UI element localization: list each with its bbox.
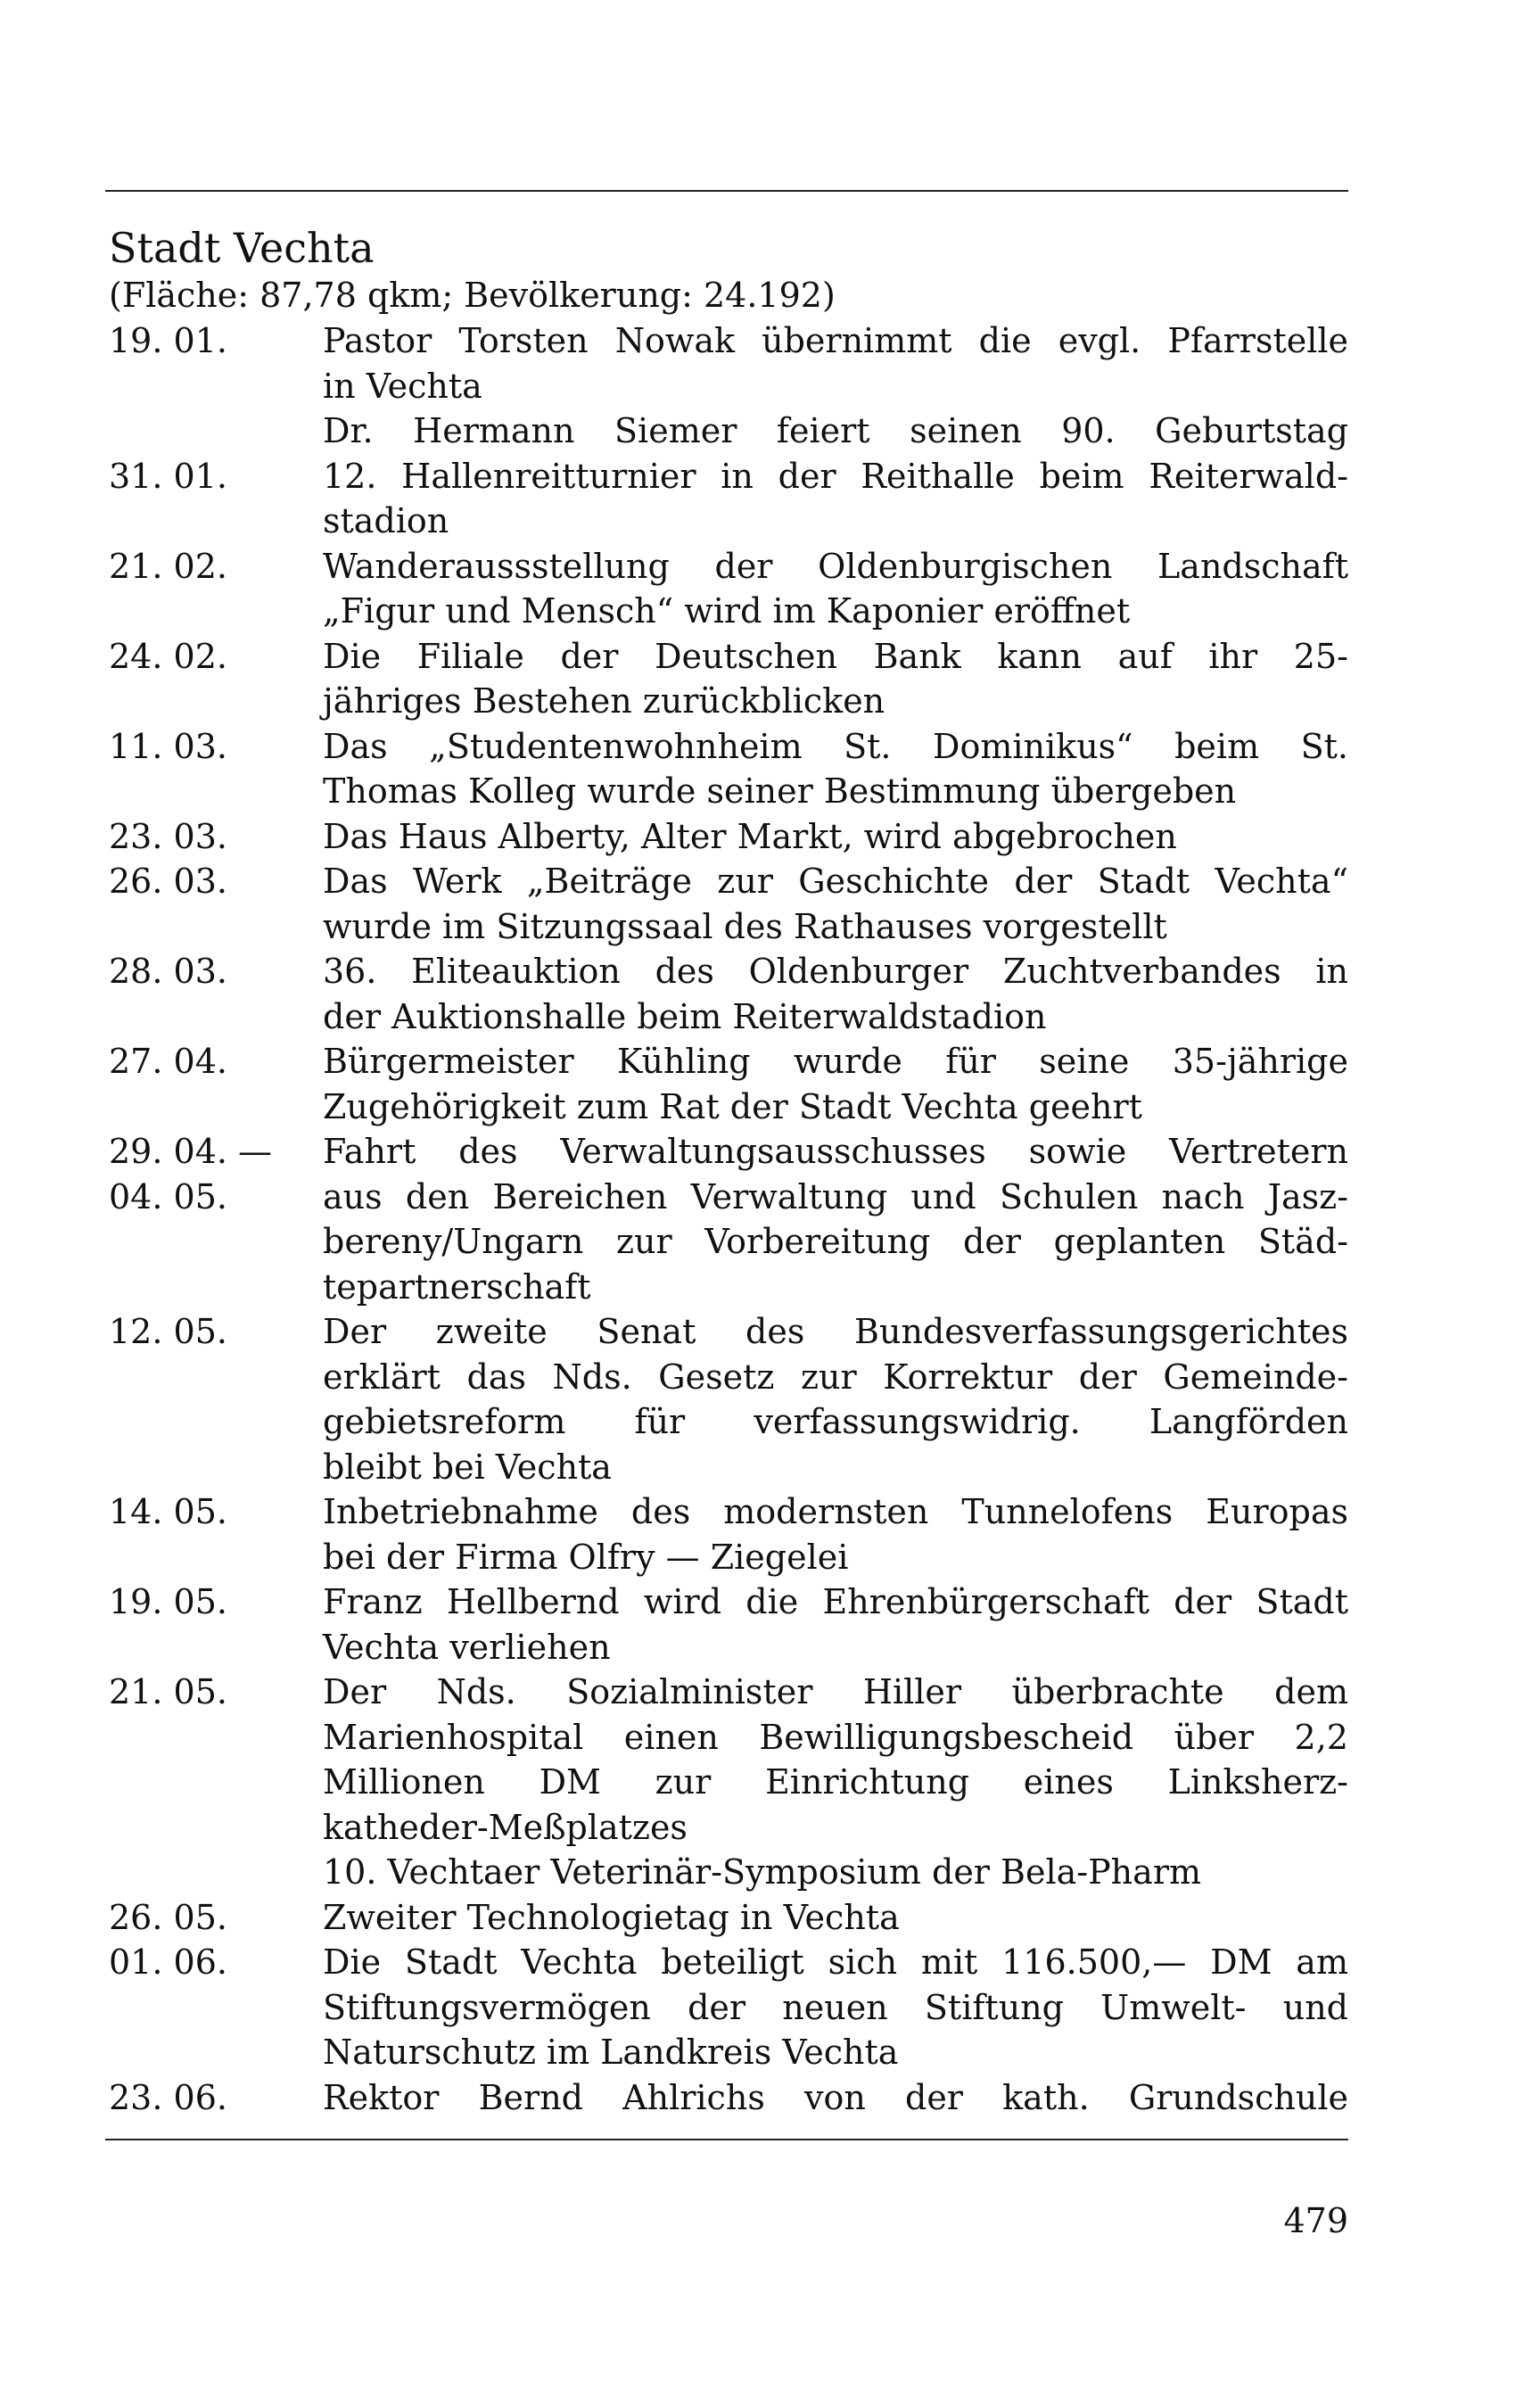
chronicle-entry bbox=[109, 814, 1348, 860]
chronicle-entry bbox=[109, 1489, 1348, 1579]
entry-text-line: Das Werk „Beiträge zur Geschichte der Stadt Vechta“ bbox=[323, 862, 1348, 901]
entry-text bbox=[323, 408, 1348, 454]
entry-date: 24. 02. bbox=[109, 636, 227, 676]
chronicle-entry bbox=[109, 1850, 1348, 1895]
chronicle-entry bbox=[109, 1579, 1348, 1670]
chronicle-entry bbox=[109, 724, 1348, 814]
entry-date: 26. 05. bbox=[109, 1897, 227, 1937]
chronicle-entry bbox=[109, 544, 1348, 634]
entry-text bbox=[323, 1129, 1348, 1175]
entry-text bbox=[323, 1489, 1348, 1579]
entry-text bbox=[323, 634, 1348, 724]
entry-text-line: Millionen DM zur Einrichtung eines Linksherz- bbox=[323, 1762, 1348, 1802]
entry-date: 23. 03. bbox=[109, 816, 227, 856]
entry-date: 19. 05. bbox=[109, 1582, 227, 1621]
entry-text-line: Dr. Hermann Siemer feiert seinen 90. Geburtstag bbox=[323, 411, 1348, 450]
entry-text-line: Vechta verliehen bbox=[323, 1627, 611, 1667]
entry-date: 12. 05. bbox=[109, 1312, 227, 1351]
entry-date: 21. 02. bbox=[109, 546, 227, 586]
entry-text bbox=[323, 1579, 1348, 1670]
entry-text-line: katheder-Meßplatzes bbox=[323, 1807, 688, 1847]
entry-date: 21. 05. bbox=[109, 1672, 227, 1711]
entry-text bbox=[323, 318, 1348, 408]
entry-date: 14. 05. bbox=[109, 1492, 227, 1531]
section-subtitle: (Fläche: 87,78 qkm; Bevölkerung: 24.192) bbox=[109, 276, 836, 315]
entry-text-line: Naturschutz im Landkreis Vechta bbox=[323, 2033, 899, 2072]
entry-text-line: Stiftungsvermögen der neuen Stiftung Umwelt- und bbox=[323, 1987, 1348, 2027]
section-title: Stadt Vechta bbox=[109, 224, 375, 272]
entry-text bbox=[323, 1670, 1348, 1850]
entry-text-line: Rektor Bernd Ahlrichs von der kath. Grundschule bbox=[323, 2077, 1348, 2117]
chronicle-entry bbox=[109, 2075, 1348, 2121]
chronicle-entry bbox=[109, 454, 1348, 544]
entry-text-line: Bürgermeister Kühling wurde für seine 35-jährige bbox=[323, 1042, 1348, 1081]
entry-text-line: „Figur und Mensch“ wird im Kaponier eröffnet bbox=[323, 591, 1131, 631]
chronicle-entry bbox=[109, 1670, 1348, 1850]
entry-text bbox=[323, 1940, 1348, 2075]
entry-text-line: Marienhospital einen Bewilligungsbescheid über 2,2 bbox=[323, 1717, 1348, 1757]
entry-text-line: Thomas Kolleg wurde seiner Bestimmung übergeben bbox=[323, 771, 1237, 811]
entry-text-line: Die Filiale der Deutschen Bank kann auf ihr 25- bbox=[323, 636, 1348, 676]
entry-date: 23. 06. bbox=[109, 2077, 227, 2117]
entry-text-line: jähriges Bestehen zurückblicken bbox=[323, 681, 885, 721]
chronicle-entry bbox=[109, 634, 1348, 724]
entry-text-line: bleibt bei Vechta bbox=[323, 1447, 612, 1487]
entry-date: 27. 04. bbox=[109, 1042, 227, 1081]
entry-text-line: der Auktionshalle beim Reiterwaldstadion bbox=[323, 996, 1047, 1036]
entry-text-line: Pastor Torsten Nowak übernimmt die evgl. Pfarrstelle bbox=[323, 321, 1348, 360]
entry-text bbox=[323, 1039, 1348, 1129]
chronicle-list bbox=[109, 318, 1348, 2120]
entry-date: 04. 05. bbox=[109, 1176, 227, 1216]
chronicle-entry bbox=[109, 1309, 1348, 1489]
entry-text bbox=[323, 454, 1348, 544]
chronicle-entry bbox=[109, 1039, 1348, 1129]
entry-text bbox=[323, 859, 1348, 949]
entry-date: 11. 03. bbox=[109, 726, 227, 766]
entry-text-line: 10. Vechtaer Veterinär-Symposium der Bela-Pharm bbox=[323, 1852, 1202, 1892]
entry-text bbox=[323, 1850, 1348, 1895]
entry-text bbox=[323, 1175, 1348, 1310]
entry-text-line: Inbetriebnahme des modernsten Tunnelofens Europas bbox=[323, 1492, 1348, 1531]
chronicle-entry bbox=[109, 1129, 1348, 1175]
page-number: 479 bbox=[1283, 2201, 1348, 2240]
entry-text-line: bereny/Ungarn zur Vorbereitung der geplanten Städ- bbox=[323, 1222, 1348, 1261]
entry-text-line: stadion bbox=[323, 501, 449, 540]
chronicle-entry bbox=[109, 859, 1348, 949]
entry-date: 31. 01. bbox=[109, 456, 227, 496]
entry-date: 19. 01. bbox=[109, 321, 227, 360]
entry-text-line: Wanderaussstellung der Oldenburgischen Landschaft bbox=[323, 546, 1348, 586]
chronicle-entry bbox=[109, 318, 1348, 408]
entry-text bbox=[323, 1895, 1348, 1941]
entry-date: 01. 06. bbox=[109, 1942, 227, 1982]
entry-text-line: Zweiter Technologietag in Vechta bbox=[323, 1897, 900, 1937]
entry-text bbox=[323, 544, 1348, 634]
entry-text bbox=[323, 1309, 1348, 1489]
chronicle-entry bbox=[109, 408, 1348, 454]
entry-text-line: Die Stadt Vechta beteiligt sich mit 116.500,— DM am bbox=[323, 1942, 1348, 1982]
entry-text-line: bei der Firma Olfry — Ziegelei bbox=[323, 1537, 849, 1577]
entry-text bbox=[323, 2075, 1348, 2121]
entry-text-line: aus den Bereichen Verwaltung und Schulen nach Jasz- bbox=[323, 1176, 1348, 1216]
entry-text-line: erklärt das Nds. Gesetz zur Korrektur der Gemeinde- bbox=[323, 1357, 1348, 1397]
chronicle-entry bbox=[109, 1940, 1348, 2075]
chronicle-entry bbox=[109, 1895, 1348, 1941]
entry-text-line: wurde im Sitzungssaal des Rathauses vorgestellt bbox=[323, 906, 1167, 946]
entry-text-line: Fahrt des Verwaltungsausschusses sowie Vertretern bbox=[323, 1132, 1348, 1171]
chronicle-entry bbox=[109, 1175, 1348, 1310]
entry-text-line: Der zweite Senat des Bundesverfassungsgerichtes bbox=[323, 1312, 1348, 1351]
entry-text-line: Der Nds. Sozialminister Hiller überbrachte dem bbox=[323, 1672, 1348, 1711]
entry-date: 28. 03. bbox=[109, 952, 227, 991]
entry-text-line: gebietsreform für verfassungswidrig. Langförden bbox=[323, 1402, 1348, 1441]
entry-text-line: Franz Hellbernd wird die Ehrenbürgerschaft der Stadt bbox=[323, 1582, 1348, 1621]
entry-text-line: Das Haus Alberty, Alter Markt, wird abgebrochen bbox=[323, 816, 1177, 856]
entry-text-line: 36. Eliteauktion des Oldenburger Zuchtverbandes in bbox=[323, 952, 1348, 991]
bottom-rule bbox=[105, 2139, 1348, 2140]
entry-text bbox=[323, 949, 1348, 1039]
entry-date: 29. 04. — bbox=[109, 1132, 273, 1171]
top-rule bbox=[105, 190, 1348, 192]
chronicle-entry bbox=[109, 949, 1348, 1039]
entry-text-line: 12. Hallenreitturnier in der Reithalle beim Reiterwald- bbox=[323, 456, 1348, 496]
entry-text-line: Das „Studentenwohnheim St. Dominikus“ beim St. bbox=[323, 726, 1348, 766]
entry-date: 26. 03. bbox=[109, 862, 227, 901]
entry-text-line: tepartnerschaft bbox=[323, 1266, 591, 1307]
entry-text-line: in Vechta bbox=[323, 366, 482, 406]
entry-text bbox=[323, 724, 1348, 814]
entry-text bbox=[323, 814, 1348, 860]
entry-text-line: Zugehörigkeit zum Rat der Stadt Vechta geehrt bbox=[323, 1086, 1142, 1126]
